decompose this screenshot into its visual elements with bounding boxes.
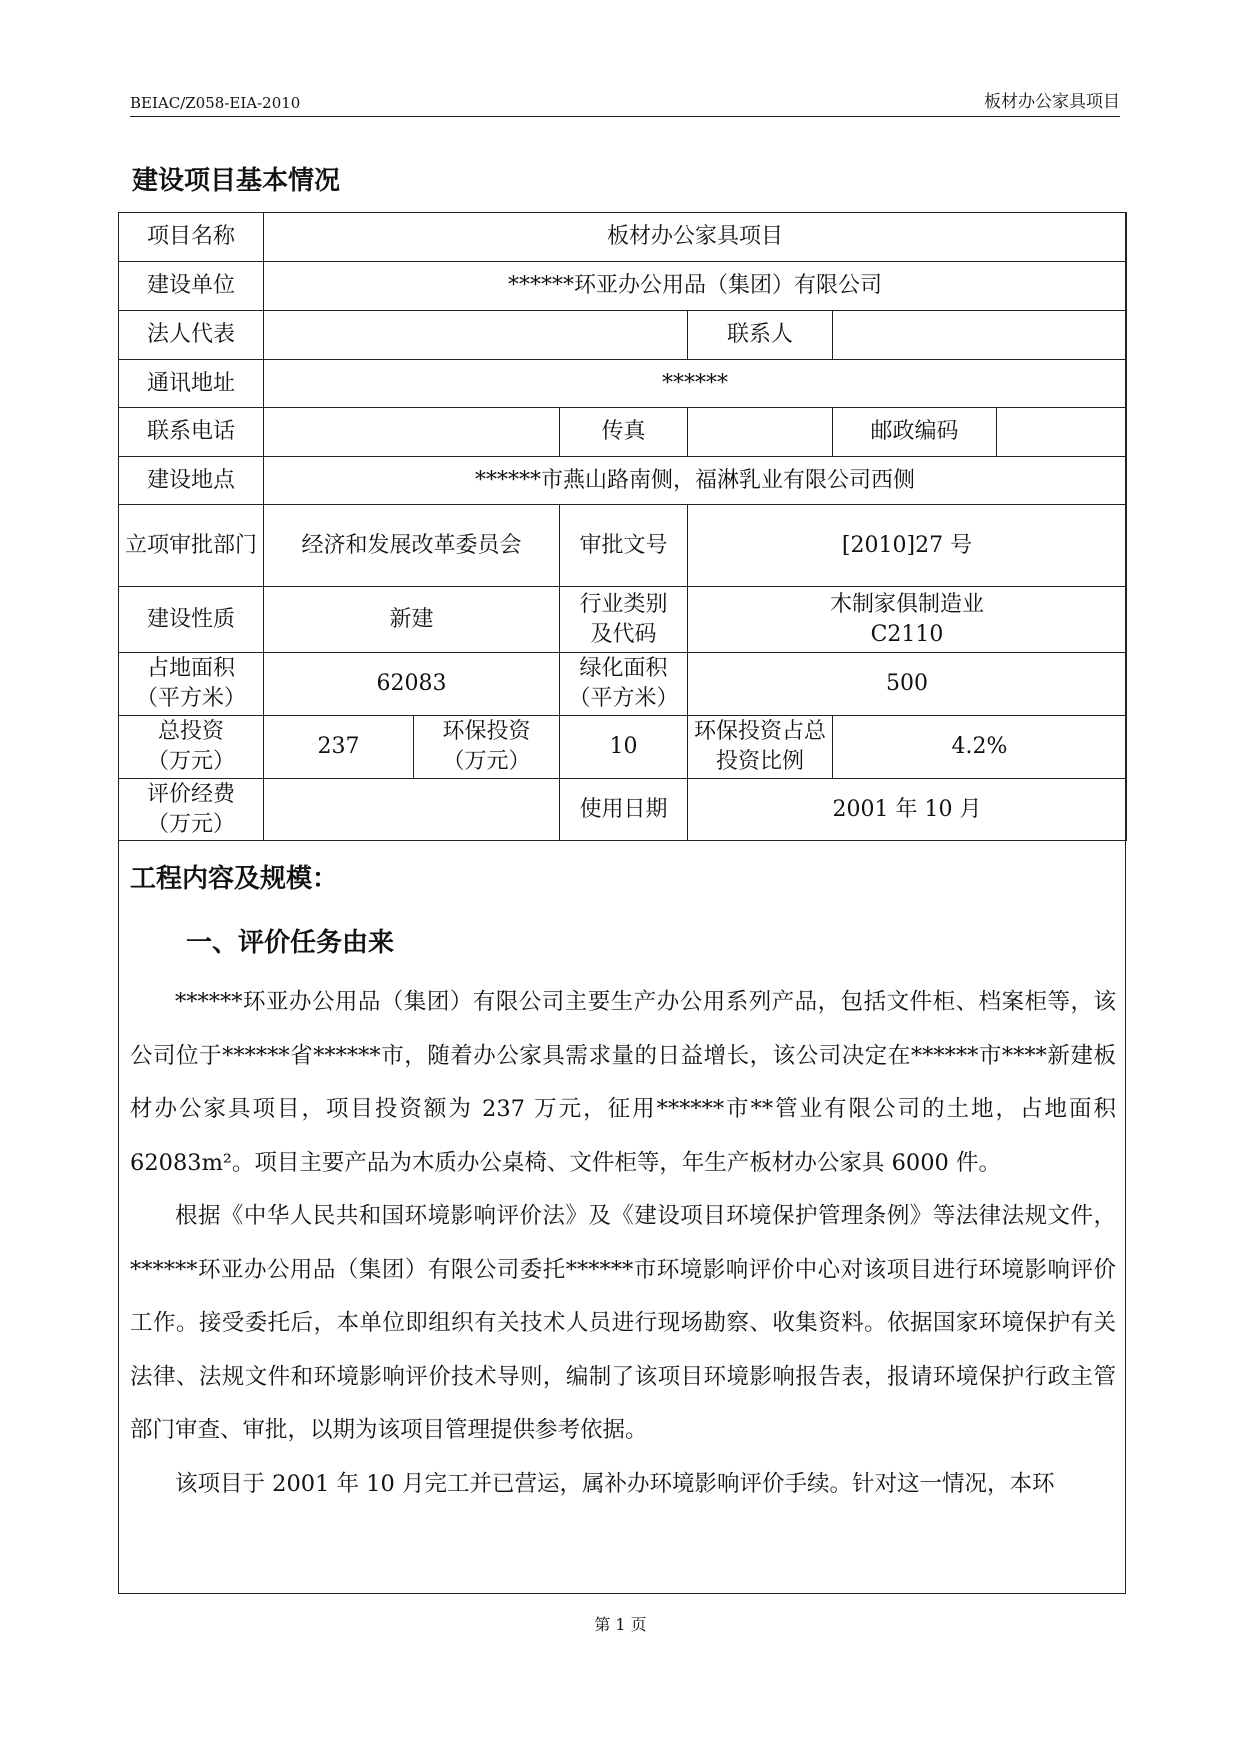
table-row <box>119 587 1127 653</box>
industry-value-line1: 木制家俱制造业 <box>830 591 985 617</box>
use-date-value: 2001 年 10 月 <box>688 779 1127 841</box>
project-name-value: 板材办公家具项目 <box>264 213 1127 262</box>
paragraph: ******环亚办公用品（集团）有限公司主要生产办公用系列产品，包括文件柜、档案柜等，该公司位于******省******市，随着办公家具需求量的日益增长，该公司决定在******市****新建板材办公家具项目，项目投资额为 237 万元，征用******市**管业有限公司的土地，占地面积 62083m²。项目主要产品为木质办公桌椅、文件柜等，年生产板材办公家具 6000 件。 <box>130 989 1116 1176</box>
ratio-label-line2: 投资比例 <box>715 749 804 774</box>
section-title: 建设项目基本情况 <box>132 166 341 196</box>
contact-label: 联系人 <box>688 311 833 360</box>
env-invest-value: 10 <box>560 716 688 779</box>
table-row <box>119 505 1127 587</box>
area-label-line1: 占地面积 <box>146 656 235 681</box>
industry-value-line2: C2110 <box>870 621 944 647</box>
fax-value <box>688 408 833 457</box>
ratio-label <box>688 716 833 779</box>
project-name-label: 项目名称 <box>119 213 264 262</box>
approval-no-value: [2010]27 号 <box>688 505 1127 587</box>
table-row <box>119 716 1127 779</box>
approval-dept-label: 立项审批部门 <box>119 505 264 587</box>
fee-label <box>119 779 264 841</box>
ratio-label-line1: 环保投资占总 <box>693 719 826 744</box>
green-label <box>560 653 688 716</box>
address-value: ****** <box>264 360 1127 408</box>
approval-no-label: 审批文号 <box>560 505 688 587</box>
env-invest-label <box>414 716 560 779</box>
paragraph: 根据《中华人民共和国环境影响评价法》及《建设项目环境保护管理条例》等法律法规文件，******环亚办公用品（集团）有限公司委托******市环境影响评价中心对该项目进行环境影响评价工作。接受委托后，本单位即组织有关技术人员进行现场勘察、收集资料。依据国家环境保护有关法律、法规文件和环境影响评价技术导则，编制了该项目环境影响报告表，报请环境保护行政主管部门审查、审批，以期为该项目管理提供参考依据。 <box>130 1203 1116 1443</box>
nature-value: 新建 <box>264 587 560 653</box>
fee-label-line2: （万元） <box>146 811 235 837</box>
subsection-title: 一、评价任务由来 <box>186 928 395 958</box>
phone-value <box>264 408 560 457</box>
postcode-value <box>997 408 1127 457</box>
use-date-label: 使用日期 <box>560 779 688 841</box>
fax-label: 传真 <box>560 408 688 457</box>
table-row <box>119 360 1127 408</box>
green-label-line2: （平方米） <box>568 686 679 711</box>
site-value: ******市燕山路南侧，福淋乳业有限公司西侧 <box>264 457 1127 505</box>
industry-value <box>688 587 1127 653</box>
body-text <box>130 976 1116 1511</box>
builder-label: 建设单位 <box>119 262 264 311</box>
env-invest-label-line1: 环保投资 <box>442 719 531 744</box>
invest-label-line1: 总投资 <box>157 719 224 744</box>
area-value: 62083 <box>264 653 560 716</box>
contact-value <box>833 311 1127 360</box>
table-row <box>119 457 1127 505</box>
nature-label: 建设性质 <box>119 587 264 653</box>
basic-info-table <box>118 212 1127 841</box>
industry-label-line1: 行业类别 <box>579 591 668 617</box>
approval-dept-value: 经济和发展改革委员会 <box>264 505 560 587</box>
green-label-line1: 绿化面积 <box>579 656 668 681</box>
invest-label <box>119 716 264 779</box>
content-title: 工程内容及规模： <box>130 864 339 894</box>
industry-label <box>560 587 688 653</box>
fee-value <box>264 779 560 841</box>
green-value: 500 <box>688 653 1127 716</box>
table-row <box>119 779 1127 841</box>
site-label: 建设地点 <box>119 457 264 505</box>
table-row <box>119 213 1127 262</box>
document-code: BEIAC/Z058-EIA-2010 <box>130 94 301 112</box>
invest-label-line2: （万元） <box>146 749 235 774</box>
header-project-name: 板材办公家具项目 <box>984 92 1120 112</box>
table-row <box>119 262 1127 311</box>
table-row <box>119 408 1127 457</box>
table-row <box>119 653 1127 716</box>
phone-label: 联系电话 <box>119 408 264 457</box>
builder-value: ******环亚办公用品（集团）有限公司 <box>264 262 1127 311</box>
address-label: 通讯地址 <box>119 360 264 408</box>
paragraph: 该项目于 2001 年 10 月完工并已营运，属补办环境影响评价手续。针对这一情况，本环 <box>175 1470 1055 1497</box>
table-row <box>119 311 1127 360</box>
page-number: 第 1 页 <box>594 1615 647 1634</box>
area-label-line2: （平方米） <box>135 686 246 711</box>
area-label <box>119 653 264 716</box>
invest-value: 237 <box>264 716 414 779</box>
ratio-value: 4.2% <box>833 716 1127 779</box>
legal-rep-value <box>264 311 688 360</box>
postcode-label: 邮政编码 <box>833 408 997 457</box>
legal-rep-label: 法人代表 <box>119 311 264 360</box>
fee-label-line1: 评价经费 <box>146 781 235 807</box>
env-invest-label-line2: （万元） <box>442 749 531 774</box>
page-header <box>130 86 1120 117</box>
industry-label-line2: 及代码 <box>590 621 657 647</box>
